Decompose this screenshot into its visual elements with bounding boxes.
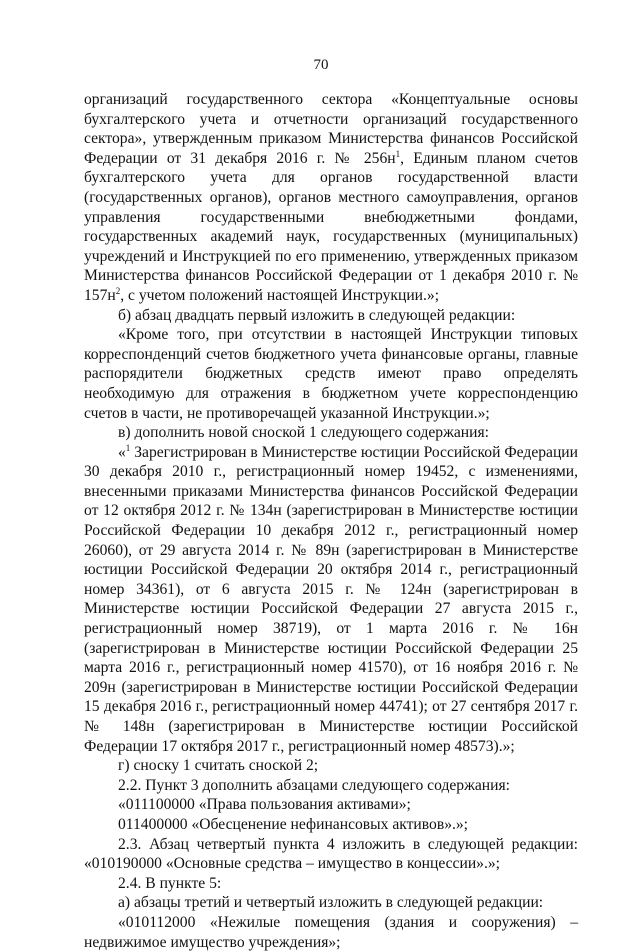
paragraph-text: в) дополнить новой сноской 1 следующего содержания: [118, 424, 489, 442]
paragraph [84, 423, 578, 443]
paragraph-text: 011400000 «Обесценение нефинансовых активов».»; [118, 815, 469, 833]
paragraph-text: б) абзац двадцать первый изложить в следующей редакции: [118, 306, 516, 324]
paragraph-text: «010112000 «Нежилые помещения (здания и сооружения) – недвижимое имущество учреждения»; [84, 913, 578, 951]
paragraph [84, 893, 578, 913]
paragraph [84, 756, 578, 776]
paragraph-text: организаций государственного сектора «Концептуальные основы бухгалтерского учета и отчетности организаций государственного сектора», утвержденным приказом Министерства финансов Российской Федерации от 31 декабря 2016 г. № 256н [84, 91, 578, 167]
paragraph [84, 913, 578, 952]
paragraph [84, 835, 578, 874]
document-body [84, 90, 578, 952]
footnote-marker: 2 [115, 285, 121, 296]
paragraph-text: 2.3. Абзац четвертый пункта 4 изложить в следующей редакции: «010190000 «Основные средства – имущество в концессии».»; [84, 835, 578, 873]
paragraph-text: «Кроме того, при отсутствии в настоящей Инструкции типовых корреспонденций счетов бюджетного учета финансовые органы, главные распорядители бюджетных средств имеют право определять необходимую для отражения в бюджетном учете корреспонденцию счетов в части, не противоречащей указанной Инструкции.»; [84, 326, 578, 422]
paragraph-text: 2.4. В пункте 5: [118, 874, 222, 892]
paragraph [84, 325, 578, 423]
paragraph-text: а) абзацы третий и четвертый изложить в следующей редакции: [118, 894, 544, 912]
paragraph [84, 874, 578, 894]
paragraph-text: 2.2. Пункт 3 дополнить абзацами следующего содержания: [118, 776, 510, 794]
paragraph [84, 443, 578, 757]
paragraph-text: г) сноску 1 считать сноской 2; [118, 757, 319, 775]
paragraph-text: «011100000 «Права пользования активами»; [118, 796, 411, 814]
paragraph [84, 306, 578, 326]
footnote-marker: 1 [395, 148, 401, 159]
paragraph-text: , с учетом положений настоящей Инструкции.»; [120, 286, 440, 304]
paragraph [84, 90, 578, 306]
paragraph [84, 776, 578, 796]
paragraph-text: « [118, 443, 126, 461]
footnote-marker: 1 [125, 442, 131, 453]
page-number: 70 [313, 57, 329, 73]
paragraph [84, 795, 578, 815]
paragraph [84, 815, 578, 835]
paragraph-text: , Единым планом счетов бухгалтерского учета для органов государственной власти (государственных органов), органов местного самоуправления, органов управления государственными внебюджетными фондами, государственных академий наук, государственных (муниципальных) учреждений и Инструкцией по его применению, утвержденных приказом Министерства финансов Российской Федерации от 1 декабря 2010 г. № 157н [84, 149, 578, 304]
paragraph-text: Зарегистрирован в Министерстве юстиции Российской Федерации 30 декабря 2010 г., регистрационный номер 19452, с изменениями, внесенными приказами Министерства финансов Российской Федерации от 12 октября 2012 г. № 134н (зарегистрирован в Министерстве юстиции Российской Федерации 10 декабря 2012 г., регистрационный номер 26060), от 29 августа 2014 г. № 89н (зарегистрирован в Министерстве юстиции Российской Федерации 20 октября 2014 г., регистрационный номер 34361), от 6 августа 2015 г. № 124н (зарегистрирован в Министерстве юстиции Российской Федерации 27 августа 2015 г., регистрационный номер 38719), от 1 марта 2016 г. № 16н (зарегистрирован в Министерстве юстиции Российской Федерации 25 марта 2016 г., регистрационный номер 41570), от 16 ноября 2016 г. № 209н (зарегистрирован в Министерстве юстиции Российской Федерации 15 декабря 2016 г., регистрационный номер 44741); от 27 сентября 2017 г. № 148н (зарегистрирован в Министерстве юстиции Российской Федерации 17 октября 2017 г., регистрационный номер 48573).»; [84, 443, 578, 755]
